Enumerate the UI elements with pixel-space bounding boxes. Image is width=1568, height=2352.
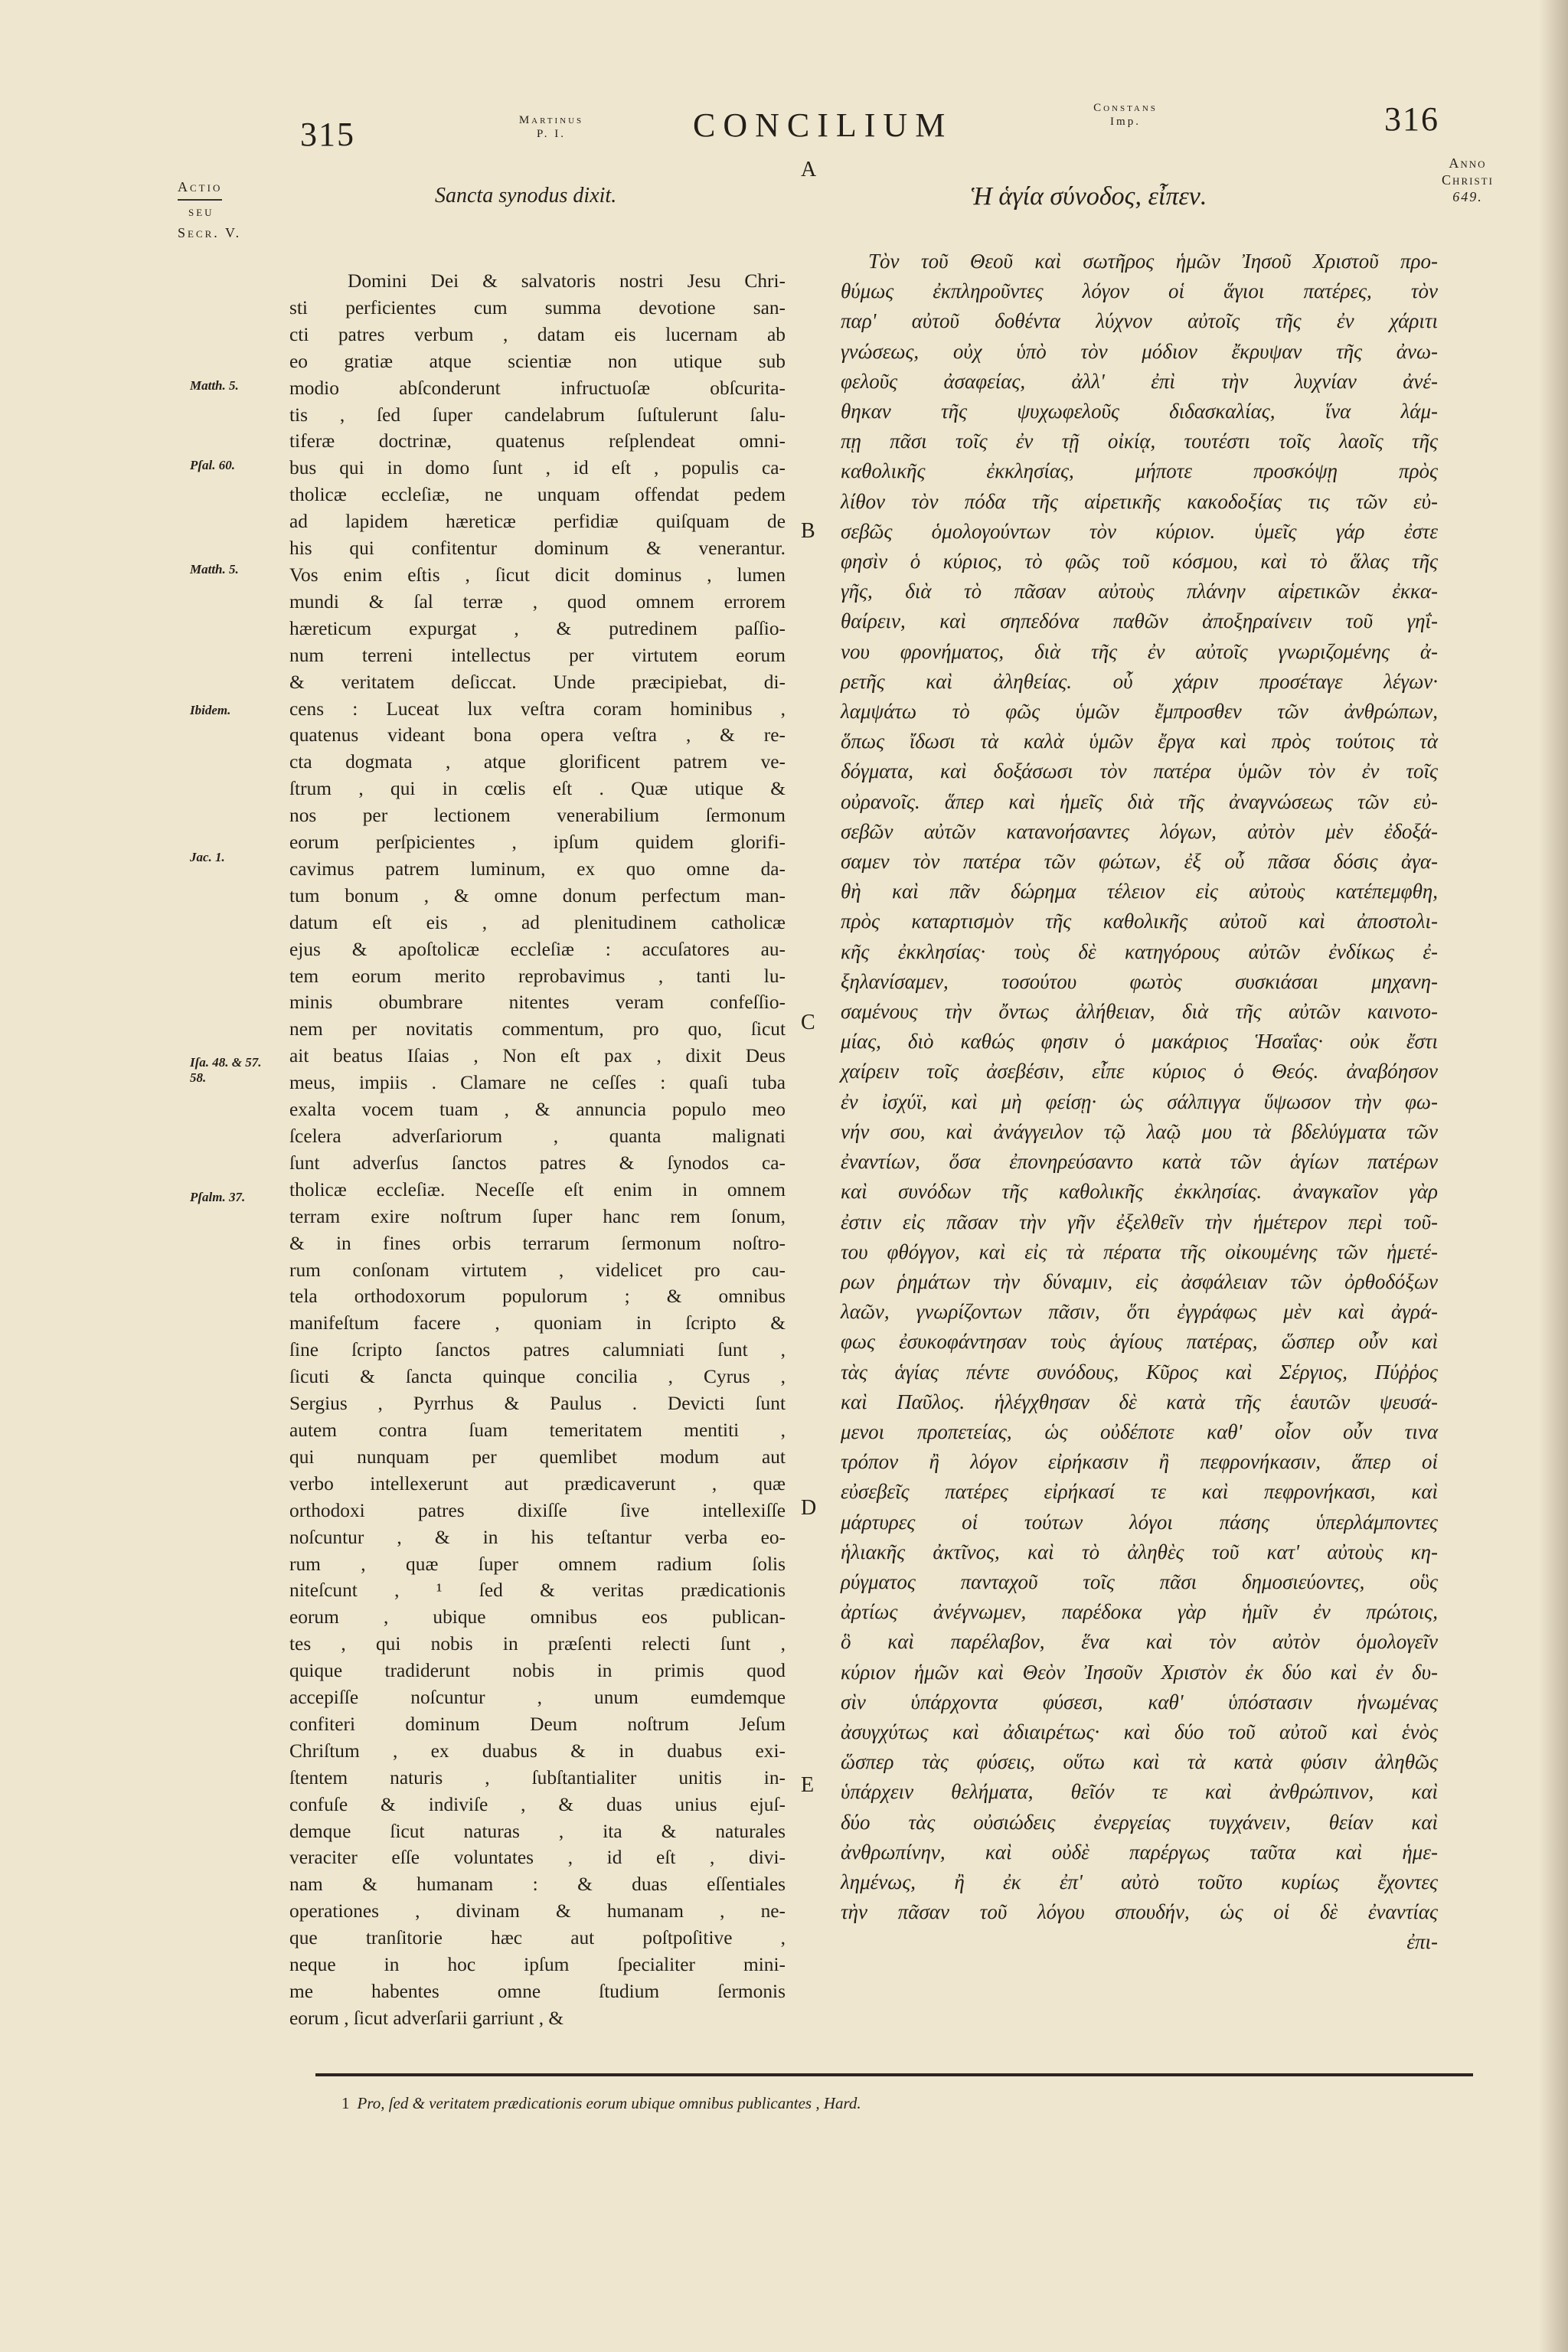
text-line: meus, impiis . Clamare ne ceſſes : quaſi tuba	[289, 1072, 786, 1094]
text-line: ſcelera adverſariorum , quanta malignati	[289, 1125, 786, 1147]
text-line: manifeſtum facere , quoniam in ſcripto &	[289, 1312, 786, 1334]
text-line: nem per novitatis commentum, pro quo, ſicut	[289, 1018, 786, 1040]
text-line: φως ἐσυκοφάντησαν τοὺς ἁγίους πατέρας, ὥσπερ οὖν καὶ	[841, 1330, 1438, 1354]
actio-label: Actio seu Secr. V.	[178, 176, 262, 243]
text-line: tela orthodoxorum populorum ; & omnibus	[289, 1285, 786, 1308]
text-line: eorum , ſicut adverſarii garriunt , &	[289, 2007, 564, 2029]
text-line: λαῶν, γνωρίζοντων πᾶσιν, ὅτι ἐγγράφως μὲν καὶ ἀγρά-	[841, 1300, 1438, 1324]
text-line: minis obumbrare nitentes veram confeſſio-	[289, 991, 786, 1014]
text-line: datum eſt eis , ad plenitudinem catholicæ	[289, 911, 786, 933]
text-line: cens : Luceat lux veſtra coram hominibus ,	[289, 697, 786, 720]
text-line: δύο τὰς οὐσιώδεις ἐνεργείας τυγχάνειν, θείαν καὶ	[841, 1810, 1438, 1834]
text-line: λημένως, ἢ ἐκ ἐπ' αὐτὸ τοῦτο κυρίως ἔχοντες	[841, 1870, 1438, 1893]
text-line: nos per lectionem venerabilium ſermonum	[289, 805, 786, 827]
text-line: verbo intellexerunt aut prædicaverunt , quæ	[289, 1472, 786, 1494]
marginal-ref: Ibidem.	[190, 703, 231, 717]
text-line: λαμψάτω τὸ φῶς ὑμῶν ἔμπροσθεν τῶν ἀνθρώπων,	[841, 700, 1438, 724]
text-line: Τὸν τοῦ Θεοῦ καὶ σωτῆρος ἡμῶν Ἰησοῦ Χριστοῦ προ-	[868, 250, 1438, 273]
text-line: τὰς ἁγίας πέντε συνόδους, Κῦρος καὶ Σέργιος, Πύῤῥος	[841, 1360, 1438, 1383]
text-line: his qui confitentur dominum & venerantur.	[289, 537, 786, 560]
text-line: ἀνθρωπίνην, καὶ οὐδὲ παρέργως ταῦτα καὶ ἡμε-	[841, 1840, 1438, 1864]
text-line: autem contra ſuam temeritatem mentiti ,	[289, 1419, 786, 1441]
text-line: ὥσπερ τὰς φύσεις, οὕτω καὶ τὰ κατὰ φύσιν ἀληθῶς	[841, 1750, 1438, 1774]
text-line: nam & humanam : & duas eſſentiales	[289, 1873, 786, 1896]
text-line: me habentes omne ſtudium ſermonis	[289, 1981, 786, 2002]
text-line: θηκαν τῆς ψυχωφελοῦς διδασκαλίας, ἵνα λάμ-	[841, 400, 1438, 423]
text-line: ὑπάρχειν θελήματα, θεῖόν τε καὶ ἀνθρώπινον, καὶ	[841, 1780, 1438, 1804]
text-line: rum conſonam virtutem , videlicet pro cau-	[289, 1259, 786, 1281]
text-line: eorum perſpicientes , ipſum quidem glorifi-	[289, 831, 786, 854]
text-line: quique tradiderunt nobis in primis quod	[289, 1660, 786, 1682]
running-head-constans: Constans Imp.	[1093, 102, 1158, 128]
text-line: του φθόγγον, καὶ εἰς τὰ πέρατα τῆς οἰκουμένης τῶν ἡμετέ-	[841, 1240, 1438, 1263]
text-line: γνώσεως, οὐχ ὑπὸ τὸν μόδιον ἔκρυψαν τῆς ἀνω-	[841, 339, 1438, 363]
text-line: Sergius , Pyrrhus & Paulus . Devicti ſunt	[289, 1393, 786, 1415]
marginal-ref: Matth. 5.	[190, 378, 239, 393]
marginal-ref: Matth. 5.	[190, 562, 239, 577]
text-line: σεβῶν αὐτῶν κατανοήσαντες λόγων, αὐτὸν μὲν ἐδοξά-	[841, 819, 1438, 843]
text-line: tiferæ doctrinæ, quatenus reſplendeat omni-	[289, 430, 786, 452]
text-line: ſunt adverſus ſanctos patres & ſynodos ca-	[289, 1152, 786, 1174]
text-line: & veritatem deſiccat. Unde præcipiebat, di-	[289, 671, 786, 693]
section-letter-a: A	[801, 158, 817, 181]
section-letter-d: D	[801, 1496, 817, 1520]
text-line: ρύγματος πανταχοῦ τοῖς πᾶσι δημοσιεύοντες, οὓς	[841, 1570, 1438, 1593]
page-number-left: 315	[300, 116, 355, 153]
text-line: tem eorum merito reprobavimus , tanti lu-	[289, 965, 786, 987]
text-line: καθολικῆς ἐκκλησίας, μήποτε προσκόψῃ πρὸς	[841, 459, 1438, 483]
text-line: νήν σου, καὶ ἀνάγγειλον τῷ λαῷ μου τὰ βδελύγματα τῶν	[841, 1119, 1438, 1143]
text-line: φησὶν ὁ κύριος, τὸ φῶς τοῦ κόσμου, καὶ τὸ ἅλας τῆς	[841, 550, 1438, 573]
text-line: ſtentem naturis , ſubſtantialiter unitis in-	[289, 1766, 786, 1788]
text-line: τὴν πᾶσαν τοῦ λόγου σπουδήν, ὡς οἱ δὲ ἐναντίας	[841, 1900, 1438, 1924]
text-line: Vos enim eſtis , ſicut dicit dominus , lumen	[289, 564, 786, 586]
text-line: ſicuti & ſancta quinque concilia , Cyrus ,	[289, 1366, 786, 1388]
text-line: θὴ καὶ πᾶν δώρημα τέλειον εἰς αὐτοὺς κατέπεμφθη,	[841, 880, 1438, 903]
text-line: neque in hoc ipſum ſpecialiter mini-	[289, 1954, 786, 1976]
text-line: σεβῶς ὁμολογούντων τὸν κύριον. ὑμεῖς γάρ ἐστε	[841, 519, 1438, 543]
text-line: cta dogmata , atque glorificent patrem ve-	[289, 751, 786, 773]
text-line: operationes , divinam & humanam , ne-	[289, 1900, 786, 1922]
text-line: χαίρειν τοῖς ἀσεβέσιν, εἶπε κύριος ὁ Θεός. ἀναβόησον	[841, 1060, 1438, 1083]
section-letter-b: B	[801, 519, 815, 543]
text-line: confiteri dominum Deum noſtrum Jeſum	[289, 1713, 786, 1735]
text-line: tes , qui nobis in præſenti relecti ſunt ,	[289, 1633, 786, 1655]
section-letter-e: E	[801, 1773, 815, 1797]
text-line: ὅπως ἴδωσι τὰ καλὰ ὑμῶν ἔργα καὶ πρὸς τούτοις τὰ	[841, 730, 1438, 753]
text-line: eorum , ubique omnibus eos publican-	[289, 1606, 786, 1628]
greek-column	[841, 247, 1438, 1958]
text-line: & in fines orbis terrarum ſermonum noſtro-	[289, 1232, 786, 1254]
text-line: bus qui in domo ſunt , id eſt , populis ca-	[289, 457, 786, 479]
text-line: ἐν ἰσχύϊ, καὶ μὴ φείσῃ· ὡς σάλπιγγα ὕψωσον τὴν φω-	[841, 1089, 1438, 1113]
text-line: σὶν ὑπάρχοντα φύσεσι, καθ' ὑπόστασιν ἡνωμένας	[841, 1690, 1438, 1713]
text-line: ἐστιν εἰς πᾶσαν τὴν γῆν ἐξελθεῖν τὴν ἡμέτερον περὶ τοῦ-	[841, 1210, 1438, 1233]
text-line: ἀσυγχύτως καὶ ἀδιαιρέτως· καὶ δύο τοῦ αὐτοῦ καὶ ἑνὸς	[841, 1720, 1438, 1743]
text-line: μενοι προπετείας, ὡς οὐδέποτε καθ' οἷον οὖν τινα	[841, 1419, 1438, 1443]
text-line: cti patres verbum , datam eis lucernam ab	[289, 323, 786, 345]
text-line: κῆς ἐκκλησίας· τοὺς δὲ κατηγόρους αὐτῶν ἐνδίκως ἐ-	[841, 939, 1438, 963]
text-line: ἐναντίων, ὅσα ἐπονηρεύσαντο κατὰ τῶν ἁγίων πατέρων	[841, 1150, 1438, 1174]
text-line: que tranſitorie hæc aut poſtpoſitive ,	[289, 1927, 786, 1949]
binding-shadow	[1539, 0, 1568, 2352]
marginal-ref: Pſalm. 37.	[190, 1190, 246, 1204]
text-line: κύριον ἡμῶν καὶ Θεὸν Ἰησοῦν Χριστὸν ἐκ δύο καὶ ἐν δυ-	[841, 1660, 1438, 1684]
text-line: tis , ſed ſuper candelabrum ſuſtulerunt ſalu-	[289, 403, 786, 426]
text-line: εὐσεβεῖς πατέρες εἰρήκασί τε καὶ πεφρονήκασι, καὶ	[841, 1480, 1438, 1504]
marginal-ref: Jac. 1.	[190, 850, 225, 864]
text-line: μάρτυρες οἱ τούτων λόγοι πάσης ὑπερλάμποντες	[841, 1510, 1438, 1534]
text-line: μίας, διὸ καθώς φησιν ὁ μακάριος Ἡσαΐας· οὐκ ἔστι	[841, 1030, 1438, 1054]
marginal-ref: Pſal. 60.	[190, 458, 236, 472]
text-line: ὃ καὶ παρέλαβον, ἕνα καὶ τὸν αὐτὸν ὁμολογεῖν	[841, 1630, 1438, 1654]
page-number-right: 316	[1384, 100, 1439, 138]
text-line: modio abſconderunt infructuoſæ obſcurita-	[289, 377, 786, 399]
marginal-ref: Iſa. 48. & 57. 58.	[190, 1055, 262, 1085]
text-line: accepiſſe noſcuntur , unum eumdemque	[289, 1687, 786, 1709]
text-line: tholicæ eccleſiæ, ne unquam offendat pedem	[289, 484, 786, 506]
text-line: hæreticum expurgat , & putredinem paſſio-	[289, 617, 786, 639]
latin-column	[289, 268, 786, 2032]
text-line: veraciter eſſe voluntates , id eſt , divi-	[289, 1847, 786, 1869]
text-line: Chriſtum , ex duabus & in duabus exi-	[289, 1740, 786, 1762]
text-line: num terreni intellectus per virtutem eorum	[289, 644, 786, 666]
text-line: ejus & apoſtolicæ eccleſiæ : accuſatores au-	[289, 938, 786, 960]
text-line: καὶ συνόδων τῆς καθολικῆς ἐκκλησίας. ἀναγκαῖον γὰρ	[841, 1180, 1438, 1204]
text-line: rum , quæ ſuper omnem radium ſolis	[289, 1553, 786, 1575]
text-line: noſcuntur , & in his teſtantur verba eo-	[289, 1526, 786, 1548]
text-line: eo gratiæ atque scientiæ non utique sub	[289, 350, 786, 372]
text-line: δόγματα, καὶ δοξάσωσι τὸν πατέρα ὑμῶν τὸν ἐν τοῖς	[841, 760, 1438, 783]
text-line: cavimus patrem luminum, ex quo omne da-	[289, 858, 786, 880]
text-line: σαμένους τὴν ὄντως ἀλήθειαν, διὰ τῆς αὐτῶν καινοτο-	[841, 1000, 1438, 1024]
text-line: πρὸς καταρτισμὸν τῆς καθολικῆς αὐτοῦ καὶ ἀποστολι-	[841, 910, 1438, 933]
text-line: mundi & ſal terræ , quod omnem errorem	[289, 590, 786, 612]
text-line: ρετῆς καὶ ἀληθείας. οὗ χάριν προσέταγε λέγων·	[841, 669, 1438, 693]
text-line: νου φρονήματος, διὰ τῆς ἐν αὐτοῖς γνωριζομένης ἀ-	[841, 639, 1438, 663]
text-line: καὶ Παῦλος. ἡλέγχθησαν δὲ κατὰ τῆς ἑαυτῶν ψευσά-	[841, 1390, 1438, 1413]
text-line: terram exire noſtrum ſuper hanc rem ſonum,	[289, 1205, 786, 1227]
text-line: demque ſicut naturas , ita & naturales	[289, 1820, 786, 1842]
text-line: ρων ῥημάτων τὴν δύναμιν, εἰς ἀσφάλειαν τῶν ὀρθοδόξων	[841, 1269, 1438, 1293]
text-line: ἀρτίως ἀνέγνωμεν, παρέδοκα γὰρ ἡμῖν ἐν πρώτοις,	[841, 1600, 1438, 1624]
text-line: niteſcunt , ¹ ſed & veritas prædicationis	[289, 1579, 786, 1602]
text-line: ſtrum , qui in cœlis eſt . Quæ utique &	[289, 778, 786, 800]
text-line: σαμεν τὸν πατέρα τῶν φώτων, ἐξ οὗ πᾶσα δόσις ἀγα-	[841, 850, 1438, 874]
text-line: θαίρειν, καὶ σηπεδόνα παθῶν ἀποξηραίνειν τοῦ γηΐ-	[841, 609, 1438, 633]
text-line: θύμως ἐκπληροῦντες λόγον οἱ ἅγιοι πατέρες, τὸν	[841, 279, 1438, 303]
text-line: orthodoxi patres dixiſſe ſive intellexiſſe	[289, 1499, 786, 1521]
text-line: qui nunquam per quemlibet modum aut	[289, 1446, 786, 1468]
text-line: sti perficientes cum summa devotione san-	[289, 296, 786, 318]
section-letter-c: C	[801, 1011, 815, 1034]
footnote-rule	[315, 2073, 1473, 2076]
text-line: Domini Dei & salvatoris nostri Jesu Chri-	[348, 270, 786, 292]
latin-heading: Sancta synodus dixit.	[435, 184, 617, 207]
text-line: ad lapidem hæreticæ perfidiæ quiſquam de	[289, 511, 786, 533]
text-line: παρ' αὐτοῦ δοθέντα λύχνον αὐτοῖς τῆς ἐν χάριτι	[841, 309, 1438, 333]
text-line: πῃ πᾶσι τοῖς ἐν τῇ οἰκίᾳ, τουτέστι τοῖς λαοῖς τῆς	[841, 430, 1438, 453]
text-line: λίθον τὸν πόδα τῆς αἱρετικῆς κακοδοξίας τις τῶν εὐ-	[841, 489, 1438, 513]
text-line: ξηλανίσαμεν, τοσούτου φωτὸς συσκιάσαι μηχανη-	[841, 969, 1438, 993]
text-line: ἡλιακῆς ἀκτῖνος, καὶ τὸ ἀληθὲς τοῦ κατ' αὐτοὺς κη-	[841, 1540, 1438, 1563]
footnote: 1 Pro, ſed & veritatem prædicationis eorum ubique omnibus publicantes , Hard.	[341, 2094, 861, 2112]
greek-heading: Ἡ ἁγία σύνοδος, εἶπεν.	[971, 182, 1207, 211]
text-line: γῆς, διὰ τὸ πᾶσαν αὐτοὺς πλάνην αἱρετικῶν ἐκκα-	[841, 580, 1438, 603]
text-line: quatenus videant bona opera veſtra , & re-	[289, 724, 786, 746]
text-line: ait beatus Iſaias , Non eſt pax , dixit Deus	[289, 1045, 786, 1067]
text-line: tholicæ eccleſiæ. Neceſſe eſt enim in omnem	[289, 1178, 786, 1200]
text-line: τρόπον ἢ λόγον εἰρήκασιν ἢ πεφρονήκασιν, ἅπερ οἱ	[841, 1450, 1438, 1474]
text-line: exalta vocem tuam , & annuncia populo meo	[289, 1099, 786, 1121]
text-line: ſine ſcripto ſanctos patres calumniati ſunt ,	[289, 1339, 786, 1361]
text-line: φελοῦς ἀσαφείας, ἀλλ' ἐπὶ τὴν λυχνίαν ἀνέ-	[841, 369, 1438, 393]
running-head-martinus: Martinus P. I.	[518, 114, 584, 140]
text-line: οὐρανοῖς. ἅπερ καὶ ἡμεῖς διὰ τῆς ἀναγνώσεως τῶν εὐ-	[841, 789, 1438, 813]
anno-christi: Anno Christi 649.	[1442, 155, 1494, 204]
text-line: tum bonum , & omne donum perfectum man-	[289, 884, 786, 906]
running-head-title: CONCILIUM	[693, 106, 953, 144]
text-line: confuſe & indiviſe , & duas unius ejuſ-	[289, 1793, 786, 1815]
text-line: ἐπι-	[1406, 1930, 1438, 1954]
